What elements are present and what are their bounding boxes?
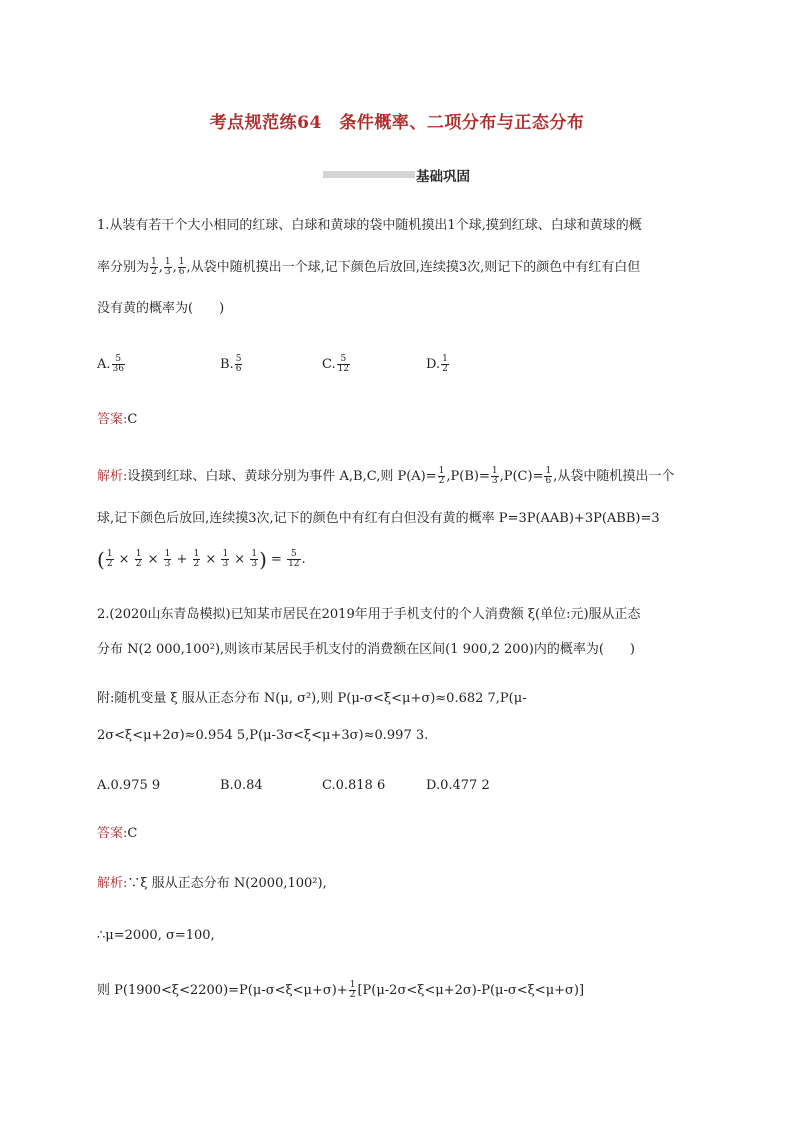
q2-analysis-line3: 则 P(1900<ξ<2200)=P(μ-σ<ξ<μ+σ)+ $\frac{1}{2}$ [P(μ-2σ<ξ<μ+2σ)-P(μ-σ<ξ<μ+σ)] <box>97 980 585 1000</box>
q1-line1: 1.从装有若干个大小相同的红球、白球和黄球的袋中随机摸出1个球,摸到红球、白球和黄球的概 <box>97 218 642 233</box>
q2-answer-label: 答案: <box>97 826 128 841</box>
q2-analysis-line1: 解析:∵ξ 服从正态分布 N(2000,100²), <box>97 876 327 891</box>
q2-line3: 附:随机变量 ξ 服从正态分布 N(μ, σ²),则 P(μ-σ<ξ<μ+σ)≈0.682 7,P(μ- <box>97 691 527 706</box>
q2-option-c: C.0.818 6 <box>322 778 386 793</box>
q1-frac-third: $\frac{1}{3}$ <box>164 257 171 277</box>
q2-answer-value: C <box>127 826 138 841</box>
q1-option-a: A. $\frac{5}{36}$ <box>97 354 124 374</box>
q1-option-d: D. $\frac{1}{2}$ <box>426 354 448 374</box>
q1-analysis-line1: 解析:设摸到红球、白球、黄球分别为事件 A,B,C,则 P(A)= $\frac{1}{2}$ ,P(B)= $\frac{1}{3}$ ,P(C)= $\frac{1}{6}$ ,从袋中随机摸出一个 <box>97 466 675 486</box>
q1-analysis-label: 解析: <box>97 469 128 484</box>
q1-answer-label: 答案: <box>97 412 128 427</box>
q1-answer <box>97 411 137 429</box>
section-label: 基础巩固 <box>416 169 470 185</box>
q2-line1: 2.(2020山东青岛模拟)已知某市居民在2019年用于手机支付的个人消费额 ξ(单位:元)服从正态 <box>97 607 641 622</box>
q2-line4: 2σ<ξ<μ+2σ)≈0.954 5,P(μ-3σ<ξ<μ+3σ)≈0.997 3. <box>97 728 429 743</box>
q2-option-a: A.0.975 9 <box>97 778 161 793</box>
q1-frac-half: $\frac{1}{2}$ <box>151 257 157 277</box>
q2-option-d: D.0.477 2 <box>426 778 490 793</box>
q1-line2-pre: 率分别为 <box>97 260 150 275</box>
q1-line2-post: ,从袋中随机摸出一个球,记下颜色后放回,连续摸3次,则记下的颜色中有红有白但 <box>186 260 641 275</box>
q1-analysis-line2: 球,记下颜色后放回,连续摸3次,记下的颜色中有红有白但没有黄的概率 P=3P(AAB)+3P(ABB)=3 <box>97 511 660 526</box>
q2-answer <box>97 825 137 843</box>
q1-line3: 没有黄的概率为( ) <box>97 301 225 316</box>
q1-option-b: B. $\frac{5}{6}$ <box>220 354 242 374</box>
q1-line2: 率分别为 $\frac{1}{2}$ , $\frac{1}{3}$ , $\frac{1}{6}$ ,从袋中随机摸出一个球,记下颜色后放回,连续摸3次,则记下的颜色中有红有白但 <box>97 257 641 277</box>
section-bar <box>323 171 415 178</box>
q2-option-b: B.0.84 <box>220 778 263 793</box>
q1-analysis-line3: ( $\frac{1}{2}$ × $\frac{1}{2}$ × $\frac{1}{3}$ + $\frac{1}{2}$ × $\frac{1}{3}$ × $\frac{1}{3}$ ) = $\frac{5}{12}$ . <box>97 547 306 572</box>
q2-analysis-label: 解析: <box>97 876 128 891</box>
q1-answer-value: C <box>127 412 138 427</box>
q1-frac-sixth: $\frac{1}{6}$ <box>178 257 185 277</box>
q2-analysis-line2: ∴μ=2000, σ=100, <box>97 928 215 943</box>
page-title: 考点规范练64 条件概率、二项分布与正态分布 <box>209 113 585 133</box>
q2-line2: 分布 N(2 000,100²),则该市某居民手机支付的消费额在区间(1 900,2 200)内的概率为( ) <box>97 642 636 657</box>
q1-option-c: C. $\frac{5}{12}$ <box>322 354 350 374</box>
